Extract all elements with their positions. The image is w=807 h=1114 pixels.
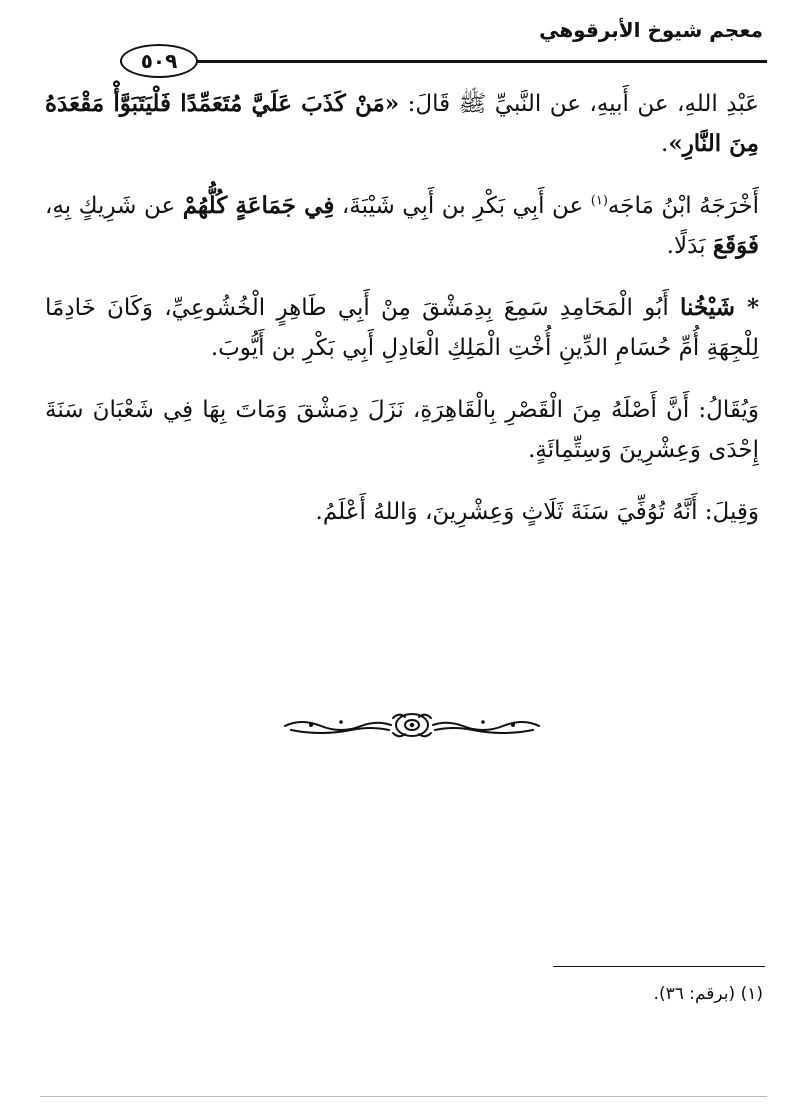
- running-title: معجم شيوخ الأبرقوهي: [539, 18, 763, 42]
- takhrij-text-a: أَخْرَجَهُ ابْنُ مَاجَه: [607, 193, 759, 219]
- main-text: [45, 84, 759, 554]
- entry-heading: شَيْخُنا: [680, 294, 736, 321]
- paragraph-shaykh: [45, 288, 759, 368]
- hadith-quote: «مَنْ كَذَبَ عَلَيَّ مُتَعَمِّدًا فَلْيَتَبَوَّأْ مَقْعَدَهُ مِنَ النَّارِ»: [45, 90, 759, 157]
- paragraph-death: [45, 492, 759, 532]
- paragraph-origin: [45, 390, 759, 470]
- footnote: (١) (برقم: ٣٦).: [653, 984, 763, 1004]
- entry-text: أَبُو الْمَحَامِدِ سَمِعَ بِدِمَشْقَ مِنْ أَبِي طَاهِرٍ الْخُشُوعِيِّ، وَكَانَ خَادِمًا لِلْجِهَةِ أُمِّ حُسَامِ الدِّينِ أُخْتِ الْمَلِكِ الْعَادِلِ أَبِي بَكْرِ بن أَيُّوبَ.: [45, 295, 759, 361]
- takhrij-text-c: فِي جَمَاعَةٍ كُلُّهُمْ: [182, 192, 335, 219]
- takhrij-text-b: عن أَبِي بَكْرِ بن أَبِي شَيْبَةَ،: [334, 193, 591, 219]
- paragraph-takhrij: [45, 186, 759, 266]
- page-number-badge: [120, 44, 198, 78]
- takhrij-text-d: عن شَرِيكٍ بِهِ،: [45, 193, 183, 219]
- hadith-chain-text: عَبْدِ اللهِ، عن أَبيهِ، عن النَّبيِّ ﷺ قَالَ:: [399, 91, 760, 117]
- entry-star: *: [735, 294, 759, 321]
- takhrij-text-f: بَدَلًا.: [666, 233, 713, 259]
- page-number: ٥٠٩: [140, 49, 178, 73]
- paragraph-hadith: [45, 84, 759, 164]
- header-rule: [120, 60, 767, 63]
- footnote-marker: (١): [590, 193, 608, 209]
- death-text: وَقِيلَ: أَنَّهُ تُوُفِّيَ سَنَةَ ثَلَاثٍ وَعِشْرِينَ، وَاللهُ أَعْلَمُ.: [315, 499, 759, 525]
- footnote-rule: [553, 966, 765, 967]
- origin-text: وَيُقَالُ: أَنَّ أَصْلَهُ مِنَ الْقَصْرِ بِالْقَاهِرَةِ، نَزَلَ دِمَشْقَ وَمَاتَ بِهَا فِي شَعْبَانَ سَنَةَ إِحْدَى وَعِشْرِينَ وَسِتِّمِائَةٍ.: [45, 397, 759, 463]
- ornament-divider: [281, 708, 543, 742]
- takhrij-text-e: فَوَقَعَ: [712, 232, 759, 259]
- hadith-end: .: [661, 131, 669, 157]
- page-bottom-edge: [40, 1096, 767, 1097]
